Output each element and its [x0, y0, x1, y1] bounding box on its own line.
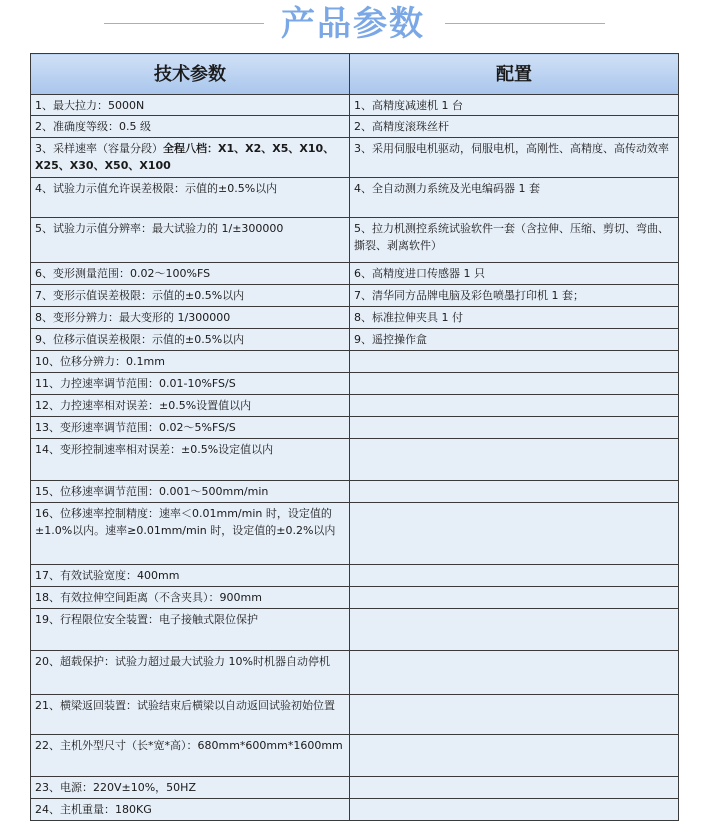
table-row: [31, 263, 679, 285]
spec-cell: 17、有效试验宽度：400mm: [31, 565, 350, 587]
table-row: [31, 587, 679, 609]
table-row: [31, 116, 679, 138]
config-cell: [350, 609, 679, 651]
spec-cell: 5、试验力示值分辨率：最大试验力的 1/±300000: [31, 218, 350, 263]
spec-cell: 14、变形控制速率相对误差：±0.5%设定值以内: [31, 439, 350, 481]
config-cell: 2、高精度滚珠丝杆: [350, 116, 679, 138]
config-cell: 4、全自动测力系统及光电编码器 1 套: [350, 178, 679, 218]
table-row: [31, 417, 679, 439]
config-cell: [350, 481, 679, 503]
spec-cell: 12、力控速率相对误差：±0.5%设置值以内: [31, 395, 350, 417]
table-row: [31, 373, 679, 395]
spec-cell: 24、主机重量：180KG: [31, 799, 350, 821]
title-divider-right: [445, 23, 605, 24]
table-row: [31, 799, 679, 821]
spec-cell: 22、主机外型尺寸（长*宽*高）：680mm*600mm*1600mm: [31, 735, 350, 777]
table-row: [31, 439, 679, 481]
table-row: [31, 503, 679, 565]
spec-cell: 8、变形分辨力：最大变形的 1/300000: [31, 307, 350, 329]
config-cell: 9、遥控操作盒: [350, 329, 679, 351]
config-cell: [350, 799, 679, 821]
spec-cell: 19、行程限位安全装置：电子接触式限位保护: [31, 609, 350, 651]
table-row: [31, 395, 679, 417]
spec-cell: 15、位移速率调节范围：0.001～500mm/min: [31, 481, 350, 503]
spec-cell: 10、位移分辨力：0.1mm: [31, 351, 350, 373]
table-row: [31, 329, 679, 351]
spec-cell: 16、位移速率控制精度：速率＜0.01mm/min 时，设定值的±1.0%以内。速率≥0.01mm/min 时，设定值的±0.2%以内: [31, 503, 350, 565]
spec-cell: 21、横梁返回装置：试验结束后横梁以自动返回试验初始位置: [31, 695, 350, 735]
table-row: [31, 609, 679, 651]
table-row: [31, 651, 679, 695]
header-configuration: 配置: [350, 54, 679, 95]
table-row: [31, 351, 679, 373]
config-cell: [350, 735, 679, 777]
config-cell: 1、高精度减速机 1 台: [350, 95, 679, 116]
table-row: [31, 285, 679, 307]
config-cell: 3、采用伺服电机驱动，伺服电机，高刚性、高精度、高传动效率: [350, 138, 679, 178]
config-cell: [350, 395, 679, 417]
table-row: [31, 178, 679, 218]
spec-cell: 9、位移示值误差极限：示值的±0.5%以内: [31, 329, 350, 351]
spec-cell: 20、超载保护：试验力超过最大试验力 10%时机器自动停机: [31, 651, 350, 695]
config-cell: [350, 417, 679, 439]
table-row: [31, 735, 679, 777]
table-row: [31, 218, 679, 263]
spec-table: [30, 53, 679, 821]
spec-cell: 6、变形测量范围：0.02～100%FS: [31, 263, 350, 285]
config-cell: [350, 695, 679, 735]
table-row: [31, 307, 679, 329]
table-row: [31, 95, 679, 116]
config-cell: [350, 351, 679, 373]
table-row: [31, 695, 679, 735]
spec-cell: 13、变形速率调节范围：0.02～5%FS/S: [31, 417, 350, 439]
config-cell: [350, 565, 679, 587]
config-cell: [350, 503, 679, 565]
spec-cell: 7、变形示值误差极限：示值的±0.5%以内: [31, 285, 350, 307]
table-row: [31, 777, 679, 799]
spec-cell: 2、准确度等级：0.5 级: [31, 116, 350, 138]
config-cell: 8、标准拉伸夹具 1 付: [350, 307, 679, 329]
config-cell: 6、高精度进口传感器 1 只: [350, 263, 679, 285]
spec-label: 3、采样速率（容量分段）: [35, 142, 163, 155]
config-cell: [350, 587, 679, 609]
config-cell: [350, 651, 679, 695]
config-cell: [350, 373, 679, 395]
config-cell: 7、清华同方品牌电脑及彩色喷墨打印机 1 套；: [350, 285, 679, 307]
spec-cell: 23、电源：220V±10%，50HZ: [31, 777, 350, 799]
page-banner: [0, 0, 706, 50]
config-cell: [350, 777, 679, 799]
table-row: [31, 565, 679, 587]
header-tech-params: 技术参数: [31, 54, 350, 95]
spec-value-bold: 全程八档：X1、X2、X5、X10、X25、X30、X50、X100: [35, 142, 335, 172]
table-header-row: [31, 54, 679, 95]
table-row: [31, 481, 679, 503]
config-cell: 5、拉力机测控系统试验软件一套（含拉伸、压缩、剪切、弯曲、撕裂、剥离软件）: [350, 218, 679, 263]
page-title: 产品参数: [281, 4, 425, 44]
spec-cell: 18、有效拉伸空间距离（不含夹具）：900mm: [31, 587, 350, 609]
spec-cell: 11、力控速率调节范围：0.01-10%FS/S: [31, 373, 350, 395]
config-cell: [350, 439, 679, 481]
spec-cell: 4、试验力示值允许误差极限：示值的±0.5%以内: [31, 178, 350, 218]
table-row: [31, 138, 679, 178]
spec-cell: [31, 138, 350, 178]
spec-cell: 1、最大拉力：5000N: [31, 95, 350, 116]
